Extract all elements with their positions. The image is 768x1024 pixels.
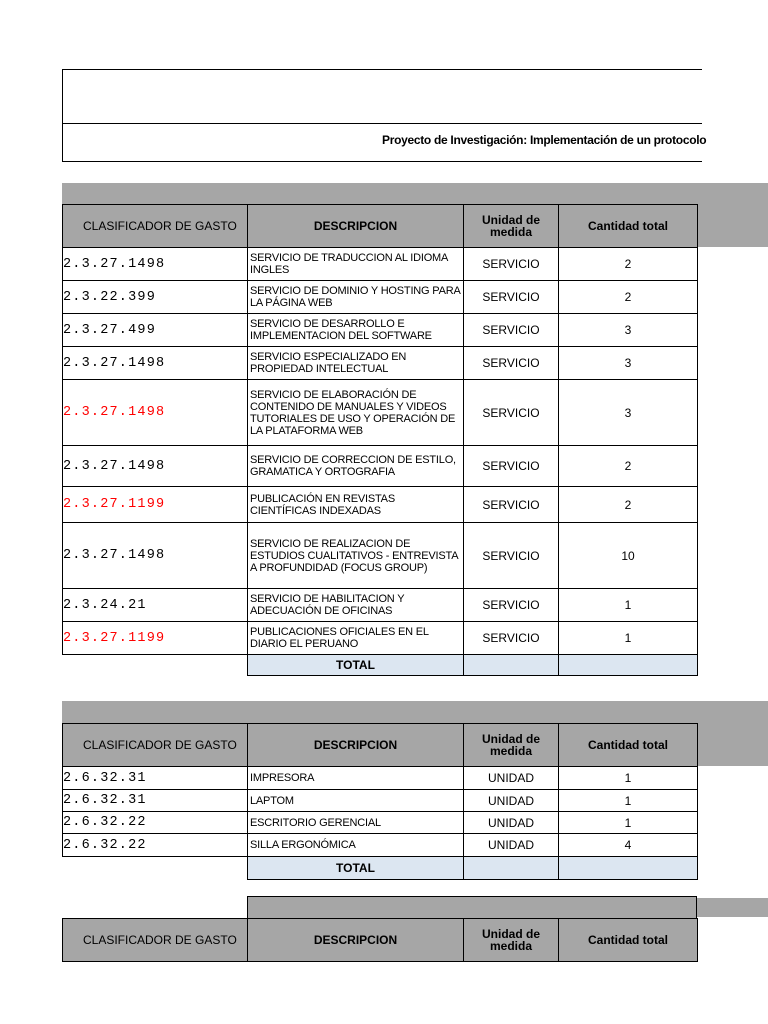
section3-side-band [697,898,768,917]
table-row [63,523,698,589]
section2-band [62,701,768,723]
col-cantidad: Cantidad total [559,919,698,962]
section1-total-label: TOTAL [248,655,464,676]
item-description: SERVICIO DE DOMINIO Y HOSTING PARA LA PÁGINA WEB [248,281,464,314]
classifier-code: 2.6.32.31 [63,790,248,812]
unit-of-measure: SERVICIO [464,589,559,622]
section1-band [62,183,702,205]
total-quantity: 1 [559,767,698,790]
table-row [63,347,698,380]
unit-of-measure: SERVICIO [464,248,559,281]
total-quantity: 3 [559,347,698,380]
unit-of-measure: SERVICIO [464,487,559,523]
col-descripcion: DESCRIPCION [248,724,464,767]
table-row [63,790,698,812]
classifier-code: 2.3.27.1199 [63,487,248,523]
table-row [63,834,698,857]
unit-of-measure: SERVICIO [464,380,559,446]
item-description: SERVICIO DE DESARROLLO E IMPLEMENTACION DEL SOFTWARE [248,314,464,347]
classifier-code: 2.6.32.31 [63,767,248,790]
classifier-code: 2.6.32.22 [63,834,248,857]
total-quantity: 4 [559,834,698,857]
item-description: SILLA ERGONÓMICA [248,834,464,857]
col-clasificador: CLASIFICADOR DE GASTO [63,724,248,767]
section1-side-band [697,183,768,247]
classifier-code: 2.3.27.1199 [63,622,248,655]
item-description: SERVICIO DE HABILITACION Y ADECUACIÓN DE OFICINAS [248,589,464,622]
section1-table [62,204,698,676]
item-description: SERVICIO ESPECIALIZADO EN PROPIEDAD INTELECTUAL [248,347,464,380]
section1-header-row [63,205,698,248]
total-quantity: 3 [559,314,698,347]
classifier-code: 2.3.27.1498 [63,523,248,589]
table-row [63,622,698,655]
classifier-code: 2.6.32.22 [63,812,248,834]
unit-of-measure: UNIDAD [464,812,559,834]
section2-total-row [63,857,698,880]
total-quantity: 1 [559,790,698,812]
section3-clip [0,918,768,953]
total-quantity: 1 [559,812,698,834]
item-description: SERVICIO DE CORRECCION DE ESTILO, GRAMATICA Y ORTOGRAFIA [248,446,464,487]
section1-total-row [63,655,698,676]
classifier-code: 2.3.24.21 [63,589,248,622]
section3-band [247,896,697,918]
section2-table [62,723,698,880]
table-row [63,281,698,314]
total-quantity: 2 [559,281,698,314]
section2-total-label: TOTAL [248,857,464,880]
section2-total-unit [464,857,559,880]
total-quantity: 2 [559,446,698,487]
classifier-code: 2.3.27.1498 [63,446,248,487]
total-quantity: 10 [559,523,698,589]
unit-of-measure: SERVICIO [464,446,559,487]
total-quantity: 3 [559,380,698,446]
section2-total-qty [559,857,698,880]
section1-total-qty [559,655,698,676]
item-description: IMPRESORA [248,767,464,790]
title-box [62,69,707,162]
col-cantidad: Cantidad total [559,724,698,767]
section2-header-row [63,724,698,767]
table-row [63,767,698,790]
section2-side-band [697,723,768,766]
unit-of-measure: UNIDAD [464,790,559,812]
item-description: SERVICIO DE TRADUCCION AL IDIOMA INGLES [248,248,464,281]
table-row [63,446,698,487]
unit-of-measure: SERVICIO [464,347,559,380]
item-description: ESCRITORIO GERENCIAL [248,812,464,834]
unit-of-measure: UNIDAD [464,767,559,790]
col-unidad: Unidad de medida [464,205,559,248]
classifier-code: 2.3.27.1498 [63,380,248,446]
table-row [63,380,698,446]
item-description: SERVICIO DE ELABORACIÓN DE CONTENIDO DE MANUALES Y VIDEOS TUTORIALES DE USO Y OPERACIÓN DE LA PLATAFORMA WEB [248,380,464,446]
col-clasificador: CLASIFICADOR DE GASTO [63,205,248,248]
table-row [63,589,698,622]
classifier-code: 2.3.27.1498 [63,248,248,281]
item-description: PUBLICACIÓN EN REVISTAS CIENTÍFICAS INDEXADAS [248,487,464,523]
classifier-code: 2.3.27.1498 [63,347,248,380]
title-divider [63,123,702,124]
project-title: Proyecto de Investigación: Implementación de un protocolo [382,133,707,147]
table-row [63,812,698,834]
col-descripcion: DESCRIPCION [248,919,464,962]
col-descripcion: DESCRIPCION [248,205,464,248]
total-quantity: 1 [559,622,698,655]
total-quantity: 2 [559,248,698,281]
unit-of-measure: SERVICIO [464,622,559,655]
section1-total-unit [464,655,559,676]
classifier-code: 2.3.27.499 [63,314,248,347]
total-quantity: 1 [559,589,698,622]
item-description: SERVICIO DE REALIZACION DE ESTUDIOS CUALITATIVOS - ENTREVISTA A PROFUNDIDAD (FOCUS GROUP) [248,523,464,589]
section3-table [62,918,698,962]
col-clasificador: CLASIFICADOR DE GASTO [63,919,248,962]
unit-of-measure: UNIDAD [464,834,559,857]
unit-of-measure: SERVICIO [464,281,559,314]
item-description: PUBLICACIONES OFICIALES EN EL DIARIO EL PERUANO [248,622,464,655]
col-cantidad: Cantidad total [559,205,698,248]
col-unidad: Unidad de medida [464,724,559,767]
item-description: LAPTOM [248,790,464,812]
section1-body [63,248,698,655]
table-row [63,487,698,523]
section3-header-row [63,919,698,962]
total-quantity: 2 [559,487,698,523]
col-unidad: Unidad de medida [464,919,559,962]
section2-body [63,767,698,857]
classifier-code: 2.3.22.399 [63,281,248,314]
table-row [63,314,698,347]
table-row [63,248,698,281]
unit-of-measure: SERVICIO [464,523,559,589]
unit-of-measure: SERVICIO [464,314,559,347]
